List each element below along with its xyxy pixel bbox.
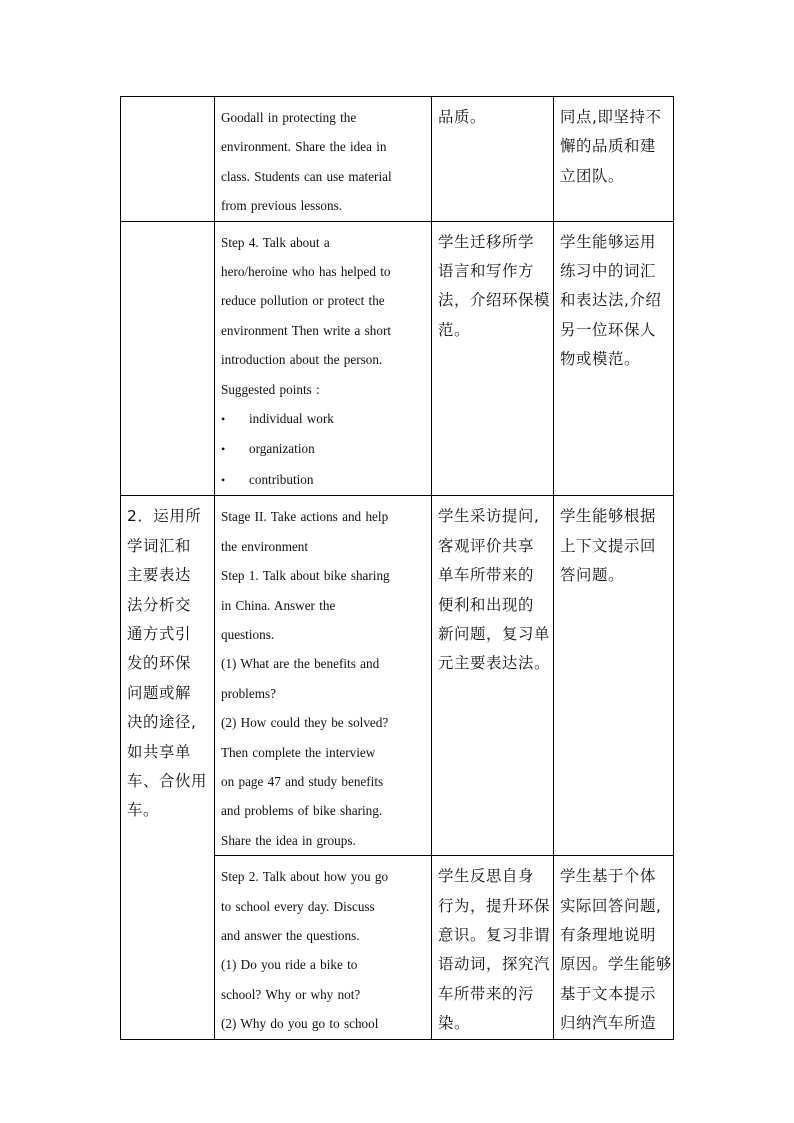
activity-cell: Step 4. Talk about a hero/heroine who has helped to reduce pollution or protect the environment Then write a short introduction about the person. Suggested points : • individual work • organization • contribution [215,221,432,496]
effect-cell: 学生能够根据 上下文提示回 答问题。 [554,496,674,856]
activity-cell: Step 2. Talk about how you go to school every day. Discuss and answer the questions. (1) Do you ride a bike to school? Why or why not? (2) Why do you go to school [215,856,432,1039]
bullet-item: • organization [221,434,426,464]
bullet-item: • contribution [221,465,426,495]
purpose-cell: 品质。 [432,97,554,222]
table-row [121,97,674,222]
effect-cell: 学生基于个体 实际回答问题, 有条理地说明 原因。学生能够 基于文本提示 归纳汽车所造 [554,856,674,1039]
bullet-icon: • [221,442,226,457]
purpose-cell: 学生反思自身 行为，提升环保 意识。复习非谓 语动词，探究汽 车所带来的污 染。 [432,856,554,1039]
stage-cell [121,221,215,496]
purpose-cell: 学生迁移所学 语言和写作方 法，介绍环保模 范。 [432,221,554,496]
stage-cell: 2．运用所 学词汇和 主要表达 法分析交 通方式引 发的环保 问题或解 决的途径, 如共享单 车、合伙用 车。 [121,496,215,1039]
activity-cell: Stage II. Take actions and help the environment Step 1. Talk about bike sharing in China. Answer the questions. (1) What are the benefits and problems? (2) How could they be solved? Then complete the interview on page 47 and study benefits and problems of bike sharing. Share the idea in groups. [215,496,432,856]
effect-cell: 同点,即坚持不 懈的品质和建 立团队。 [554,97,674,222]
bullet-item: • individual work [221,404,426,434]
activity-cell: Goodall in protecting the environment. Share the idea in class. Students can use material from previous lessons. [215,97,432,222]
table-row [121,496,674,856]
bullet-icon: • [221,412,226,427]
bullet-icon: • [221,472,226,487]
stage-cell [121,97,215,222]
purpose-cell: 学生采访提问, 客观评价共享 单车所带来的 便利和出现的 新问题，复习单 元主要表达法。 [432,496,554,856]
effect-cell: 学生能够运用 练习中的词汇 和表达法,介绍 另一位环保人 物或模范。 [554,221,674,496]
lesson-plan-table [120,96,674,1040]
table-row [121,221,674,496]
